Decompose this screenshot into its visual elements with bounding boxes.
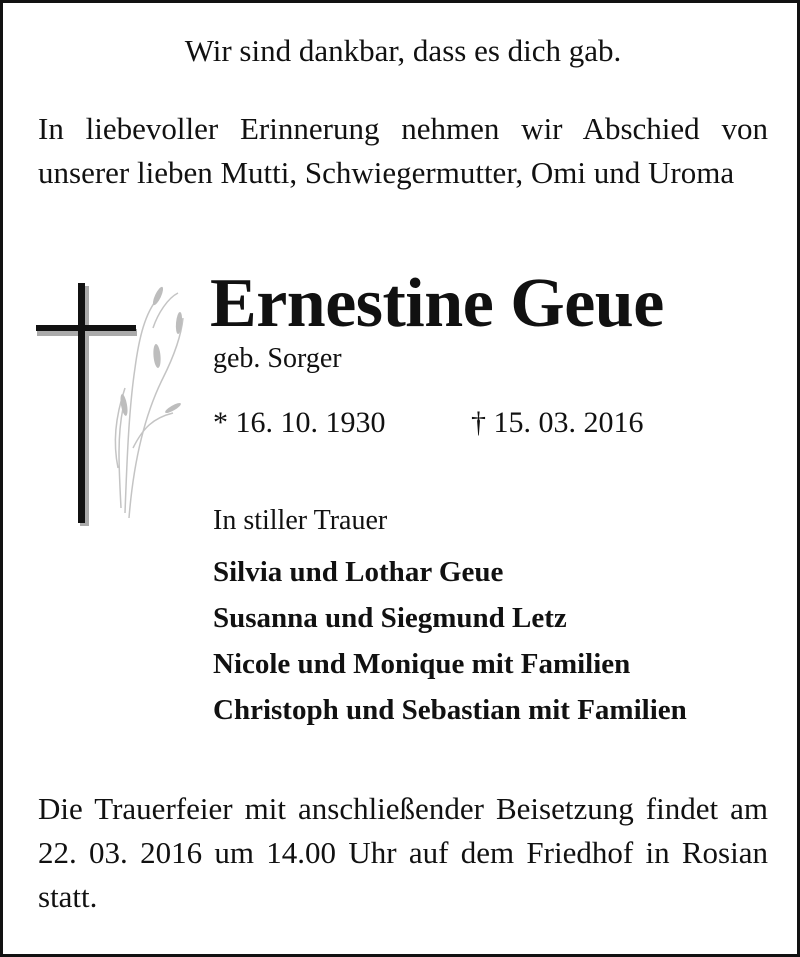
mourners-list	[213, 549, 687, 733]
mourner-item: Silvia und Lothar Geue	[213, 556, 504, 588]
mourning-line: In stiller Trauer	[213, 505, 388, 536]
mourner-item: Christoph und Sebastian mit Familien	[213, 694, 687, 726]
death-date: † 15. 03. 2016	[471, 406, 644, 439]
seed-heads	[119, 286, 183, 417]
intro-text: In liebevoller Erinnerung nehmen wir Abschied von unserer lieben Mutti, Schwiegermutter, Omi und Uroma	[38, 111, 768, 190]
deceased-name: Ernestine Geue	[210, 265, 664, 342]
birth-date: * 16. 10. 1930	[213, 406, 386, 439]
maiden-name: geb. Sorger	[213, 343, 342, 374]
funeral-info: Die Trauerfeier mit anschließender Beisetzung findet am 22. 03. 2016 um 14.00 Uhr auf dem Friedhof in Rosian statt.	[38, 791, 768, 914]
motto: Wir sind dankbar, dass es dich gab.	[184, 33, 622, 68]
mourner-item: Susanna und Siegmund Letz	[213, 602, 567, 634]
life-dates	[213, 405, 644, 441]
cross-with-grass	[33, 268, 193, 533]
mourner-item: Nicole und Monique mit Familien	[213, 648, 631, 680]
